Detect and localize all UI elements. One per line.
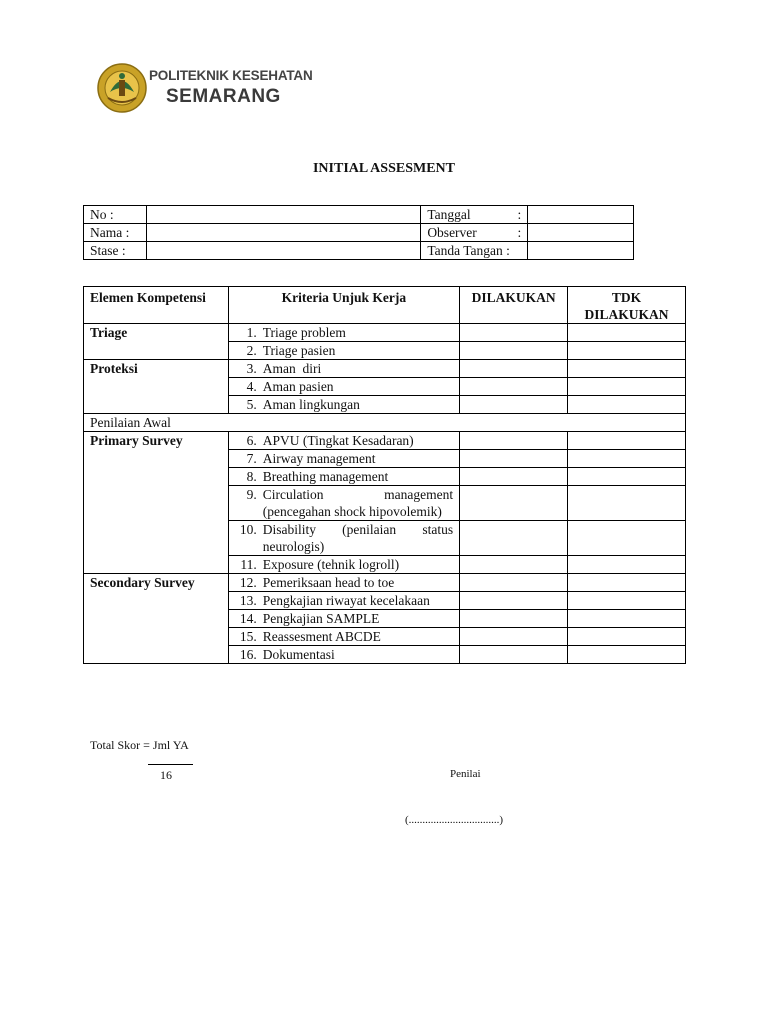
dilakukan-cell[interactable] [460, 342, 568, 360]
table-row [84, 324, 686, 342]
dilakukan-cell[interactable] [460, 324, 568, 342]
tdk-dilakukan-cell[interactable] [568, 646, 686, 664]
group-secondary-survey: Secondary Survey [84, 574, 229, 664]
criterion-cell: 2. Triage pasien [228, 342, 459, 360]
nama-label: Nama : [84, 224, 147, 242]
fraction-line [148, 764, 193, 765]
criterion-cell: 13. Pengkajian riwayat kecelakaan [228, 592, 459, 610]
nama-field[interactable] [146, 224, 420, 242]
criterion-cell: 15. Reassesment ABCDE [228, 628, 459, 646]
dilakukan-cell[interactable] [460, 396, 568, 414]
criterion-cell: 12. Pemeriksaan head to toe [228, 574, 459, 592]
tdk-dilakukan-cell[interactable] [568, 450, 686, 468]
criterion-cell: 5. Aman lingkungan [228, 396, 459, 414]
group-primary-survey: Primary Survey [84, 432, 229, 574]
header-dilakukan: DILAKUKAN [460, 287, 568, 324]
observer-field[interactable] [528, 224, 634, 242]
observer-label: Observer : [421, 224, 528, 242]
tdk-dilakukan-cell[interactable] [568, 396, 686, 414]
table-row [84, 360, 686, 378]
criterion-cell: 3. Aman diri [228, 360, 459, 378]
no-field[interactable] [146, 206, 420, 224]
dilakukan-cell[interactable] [460, 521, 568, 556]
criterion-cell: 11. Exposure (tehnik logroll) [228, 556, 459, 574]
criterion-cell: 10. Disability (penilaian status neurologis) [228, 521, 459, 556]
dilakukan-cell[interactable] [460, 468, 568, 486]
tdk-dilakukan-cell[interactable] [568, 610, 686, 628]
table-row [84, 574, 686, 592]
criterion-cell: 14. Pengkajian SAMPLE [228, 610, 459, 628]
tdk-dilakukan-cell[interactable] [568, 324, 686, 342]
tdk-dilakukan-cell[interactable] [568, 360, 686, 378]
tdk-dilakukan-cell[interactable] [568, 592, 686, 610]
criterion-cell: 4. Aman pasien [228, 378, 459, 396]
tanggal-label: Tanggal : [421, 206, 528, 224]
dilakukan-cell[interactable] [460, 646, 568, 664]
total-score-formula: Total Skor = Jml YA [90, 738, 189, 752]
no-label: No : [84, 206, 147, 224]
header-row [84, 287, 686, 324]
stase-field[interactable] [146, 242, 420, 260]
ttd-label: Tanda Tangan : [421, 242, 528, 260]
identity-row-nama [84, 224, 634, 242]
tdk-dilakukan-cell[interactable] [568, 574, 686, 592]
emblem-icon [96, 62, 150, 114]
score-denominator: 16 [160, 768, 172, 782]
group-proteksi: Proteksi [84, 360, 229, 414]
criterion-cell: 9. Circulation management (pencegahan shock hipovolemik) [228, 486, 459, 521]
identity-row-stase [84, 242, 634, 260]
header-kriteria: Kriteria Unjuk Kerja [228, 287, 459, 324]
identity-row-no [84, 206, 634, 224]
dilakukan-cell[interactable] [460, 628, 568, 646]
header-elemen: Elemen Kompetensi [84, 287, 229, 324]
section-penilaian-awal: Penilaian Awal [84, 414, 686, 432]
table-row [84, 432, 686, 450]
dilakukan-cell[interactable] [460, 610, 568, 628]
group-triage: Triage [84, 324, 229, 360]
tdk-dilakukan-cell[interactable] [568, 468, 686, 486]
tanggal-field[interactable] [528, 206, 634, 224]
criterion-cell: 7. Airway management [228, 450, 459, 468]
dilakukan-cell[interactable] [460, 432, 568, 450]
ttd-field[interactable] [528, 242, 634, 260]
dilakukan-cell[interactable] [460, 378, 568, 396]
dilakukan-cell[interactable] [460, 486, 568, 521]
logo-line-2: SEMARANG [166, 86, 281, 107]
dilakukan-cell[interactable] [460, 360, 568, 378]
tdk-dilakukan-cell[interactable] [568, 342, 686, 360]
tdk-dilakukan-cell[interactable] [568, 556, 686, 574]
dilakukan-cell[interactable] [460, 592, 568, 610]
tdk-dilakukan-cell[interactable] [568, 378, 686, 396]
dilakukan-cell[interactable] [460, 450, 568, 468]
criterion-cell: 16. Dokumentasi [228, 646, 459, 664]
identity-table [83, 205, 634, 260]
assessor-label: Penilai [450, 768, 481, 780]
stase-label: Stase : [84, 242, 147, 260]
dilakukan-cell[interactable] [460, 574, 568, 592]
tdk-dilakukan-cell[interactable] [568, 486, 686, 521]
assessment-table [83, 286, 686, 664]
criterion-cell: 8. Breathing management [228, 468, 459, 486]
criterion-cell: 6. APVU (Tingkat Kesadaran) [228, 432, 459, 450]
section-row [84, 414, 686, 432]
tdk-dilakukan-cell[interactable] [568, 432, 686, 450]
header-tdk-dilakukan: TDK DILAKUKAN [568, 287, 686, 324]
dilakukan-cell[interactable] [460, 556, 568, 574]
logo-line-1: POLITEKNIK KESEHATAN [149, 68, 313, 83]
page-title: INITIAL ASSESMENT [312, 161, 455, 176]
tdk-dilakukan-cell[interactable] [568, 521, 686, 556]
signature-line: (.................................) [405, 814, 504, 826]
tdk-dilakukan-cell[interactable] [568, 628, 686, 646]
criterion-cell: 1. Triage problem [228, 324, 459, 342]
